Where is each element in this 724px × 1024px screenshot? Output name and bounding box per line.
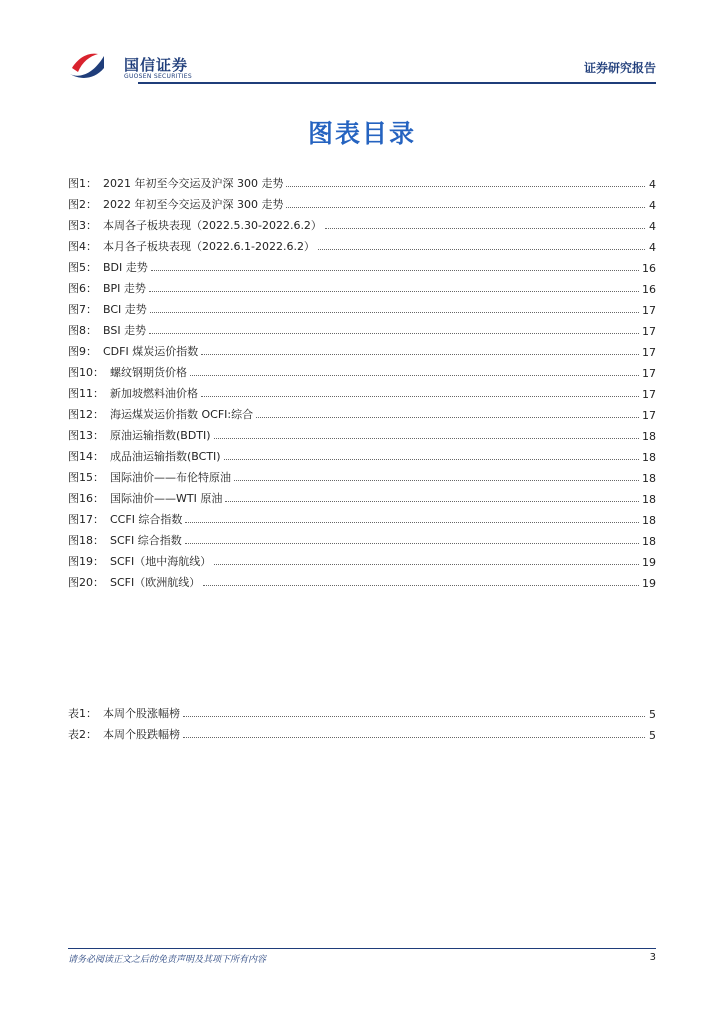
entry-title bbox=[68, 301, 147, 317]
figure-toc-entry[interactable] bbox=[68, 506, 656, 527]
dot-leader bbox=[183, 715, 645, 717]
entry-page-number: 17 bbox=[642, 367, 656, 380]
figure-toc-entry[interactable] bbox=[68, 527, 656, 548]
entry-page-number: 16 bbox=[642, 262, 656, 275]
entry-page-number: 17 bbox=[642, 304, 656, 317]
figure-toc-entry[interactable] bbox=[68, 338, 656, 359]
entry-title bbox=[68, 364, 187, 380]
entry-text: BCI 走势 bbox=[103, 303, 147, 316]
entry-text: 原油运输指数(BDTI) bbox=[110, 429, 211, 442]
entry-title bbox=[68, 427, 211, 443]
page-header bbox=[68, 48, 658, 84]
entry-page-number: 18 bbox=[642, 451, 656, 464]
entry-page-number: 18 bbox=[642, 472, 656, 485]
figure-toc-entry[interactable] bbox=[68, 191, 656, 212]
footer-divider bbox=[68, 948, 656, 949]
entry-text: 本周个股涨幅榜 bbox=[103, 707, 180, 720]
entry-text: 螺纹钢期货价格 bbox=[110, 366, 187, 379]
dot-leader bbox=[286, 185, 645, 187]
entry-text: 国际油价——WTI 原油 bbox=[110, 492, 223, 505]
entry-title bbox=[68, 406, 253, 422]
dot-leader bbox=[225, 500, 639, 502]
entry-label: 图5： bbox=[68, 261, 97, 274]
entry-page-number: 18 bbox=[642, 493, 656, 506]
entry-page-number: 5 bbox=[649, 708, 656, 721]
entry-page-number: 17 bbox=[642, 346, 656, 359]
figure-toc-entry[interactable] bbox=[68, 380, 656, 401]
figure-toc-entry[interactable] bbox=[68, 443, 656, 464]
entry-label: 图17： bbox=[68, 513, 104, 526]
entry-label: 图9： bbox=[68, 345, 97, 358]
page-number: 3 bbox=[649, 952, 656, 963]
entry-page-number: 18 bbox=[642, 430, 656, 443]
entry-title bbox=[68, 553, 211, 569]
entry-text: 本周个股跌幅榜 bbox=[103, 728, 180, 741]
figure-list bbox=[68, 170, 656, 590]
dot-leader bbox=[149, 290, 639, 292]
dot-leader bbox=[318, 248, 645, 250]
entry-page-number: 17 bbox=[642, 409, 656, 422]
figure-toc-entry[interactable] bbox=[68, 233, 656, 254]
logo-text-cn: 国信证券 bbox=[124, 56, 189, 74]
entry-title bbox=[68, 726, 180, 742]
entry-label: 图20： bbox=[68, 576, 104, 589]
entry-label: 表2： bbox=[68, 728, 97, 741]
dot-leader bbox=[214, 563, 639, 565]
figure-toc-entry[interactable] bbox=[68, 359, 656, 380]
entry-label: 图2： bbox=[68, 198, 97, 211]
entry-text: 成品油运输指数(BCTI) bbox=[110, 450, 221, 463]
entry-label: 图14： bbox=[68, 450, 104, 463]
entry-label: 图4： bbox=[68, 240, 97, 253]
table-toc-entry[interactable] bbox=[68, 721, 656, 742]
entry-text: SCFI（欧洲航线） bbox=[110, 576, 201, 589]
dot-leader bbox=[149, 332, 639, 334]
figure-toc-entry[interactable] bbox=[68, 485, 656, 506]
dot-leader bbox=[201, 395, 639, 397]
entry-label: 图12： bbox=[68, 408, 104, 421]
entry-title bbox=[68, 217, 322, 233]
entry-page-number: 16 bbox=[642, 283, 656, 296]
dot-leader bbox=[185, 542, 639, 544]
entry-text: 海运煤炭运价指数 OCFI:综合 bbox=[110, 408, 254, 421]
dot-leader bbox=[150, 311, 639, 313]
entry-title bbox=[68, 448, 221, 464]
entry-title bbox=[68, 196, 283, 212]
entry-text: 本周各子板块表现（2022.5.30-2022.6.2） bbox=[103, 219, 322, 232]
dot-leader bbox=[286, 206, 645, 208]
entry-label: 图16： bbox=[68, 492, 104, 505]
figure-toc-entry[interactable] bbox=[68, 275, 656, 296]
logo-text-en: GUOSEN SECURITIES bbox=[124, 73, 193, 80]
entry-page-number: 19 bbox=[642, 577, 656, 590]
figure-toc-entry[interactable] bbox=[68, 548, 656, 569]
dot-leader bbox=[185, 521, 639, 523]
dot-leader bbox=[190, 374, 639, 376]
entry-text: 2021 年初至今交运及沪深 300 走势 bbox=[103, 177, 284, 190]
entry-label: 图1： bbox=[68, 177, 97, 190]
figure-toc-entry[interactable] bbox=[68, 212, 656, 233]
entry-title bbox=[68, 490, 222, 506]
entry-label: 图15： bbox=[68, 471, 104, 484]
entry-title bbox=[68, 259, 148, 275]
entry-label: 图3： bbox=[68, 219, 97, 232]
entry-page-number: 19 bbox=[642, 556, 656, 569]
entry-label: 图11： bbox=[68, 387, 104, 400]
entry-title bbox=[68, 469, 231, 485]
table-list bbox=[68, 700, 656, 742]
entry-title bbox=[68, 280, 146, 296]
header-divider bbox=[138, 82, 656, 84]
entry-text: 本月各子板块表现（2022.6.1-2022.6.2） bbox=[103, 240, 315, 253]
dot-leader bbox=[203, 584, 639, 586]
entry-title bbox=[68, 511, 182, 527]
entry-text: SCFI 综合指数 bbox=[110, 534, 182, 547]
table-toc-entry[interactable] bbox=[68, 700, 656, 721]
entry-label: 图10： bbox=[68, 366, 104, 379]
entry-title bbox=[68, 238, 315, 254]
entry-text: CDFI 煤炭运价指数 bbox=[103, 345, 199, 358]
dot-leader bbox=[224, 458, 639, 460]
footer-disclaimer: 请务必阅读正文之后的免责声明及其项下所有内容 bbox=[68, 955, 267, 965]
entry-title bbox=[68, 343, 198, 359]
entry-text: BPI 走势 bbox=[103, 282, 146, 295]
entry-text: SCFI（地中海航线） bbox=[110, 555, 212, 568]
entry-page-number: 17 bbox=[642, 325, 656, 338]
entry-label: 图13： bbox=[68, 429, 104, 442]
entry-label: 表1： bbox=[68, 707, 97, 720]
figure-toc-entry[interactable] bbox=[68, 401, 656, 422]
dot-leader bbox=[214, 437, 639, 439]
entry-title bbox=[68, 322, 146, 338]
figure-toc-entry[interactable] bbox=[68, 170, 656, 191]
figure-toc-entry[interactable] bbox=[68, 296, 656, 317]
entry-page-number: 5 bbox=[649, 729, 656, 742]
entry-page-number: 4 bbox=[649, 220, 656, 233]
dot-leader bbox=[201, 353, 639, 355]
entry-label: 图18： bbox=[68, 534, 104, 547]
entry-text: BSI 走势 bbox=[103, 324, 147, 337]
dot-leader bbox=[183, 736, 645, 738]
report-type-label: 证券研究报告 bbox=[583, 61, 656, 75]
dot-leader bbox=[256, 416, 639, 418]
dot-leader bbox=[325, 227, 645, 229]
entry-text: 2022 年初至今交运及沪深 300 走势 bbox=[103, 198, 284, 211]
entry-text: BDI 走势 bbox=[103, 261, 148, 274]
entry-text: 国际油价——布伦特原油 bbox=[110, 471, 231, 484]
entry-title bbox=[68, 532, 182, 548]
entry-page-number: 17 bbox=[642, 388, 656, 401]
figure-toc-entry[interactable] bbox=[68, 464, 656, 485]
entry-text: CCFI 综合指数 bbox=[110, 513, 183, 526]
figure-toc-entry[interactable] bbox=[68, 317, 656, 338]
entry-label: 图7： bbox=[68, 303, 97, 316]
entry-text: 新加坡燃料油价格 bbox=[110, 387, 198, 400]
figure-toc-entry[interactable] bbox=[68, 422, 656, 443]
entry-title bbox=[68, 705, 180, 721]
entry-title bbox=[68, 385, 198, 401]
entry-title bbox=[68, 574, 200, 590]
figure-toc-entry[interactable] bbox=[68, 569, 656, 590]
entry-page-number: 4 bbox=[649, 178, 656, 191]
dot-leader bbox=[234, 479, 639, 481]
entry-title bbox=[68, 175, 283, 191]
guosen-logo-icon bbox=[68, 48, 108, 82]
entry-page-number: 18 bbox=[642, 535, 656, 548]
page-title: 图表目录 bbox=[307, 119, 416, 148]
dot-leader bbox=[151, 269, 639, 271]
entry-page-number: 18 bbox=[642, 514, 656, 527]
entry-page-number: 4 bbox=[649, 199, 656, 212]
entry-label: 图6： bbox=[68, 282, 97, 295]
entry-label: 图8： bbox=[68, 324, 97, 337]
entry-page-number: 4 bbox=[649, 241, 656, 254]
figure-toc-entry[interactable] bbox=[68, 254, 656, 275]
entry-label: 图19： bbox=[68, 555, 104, 568]
